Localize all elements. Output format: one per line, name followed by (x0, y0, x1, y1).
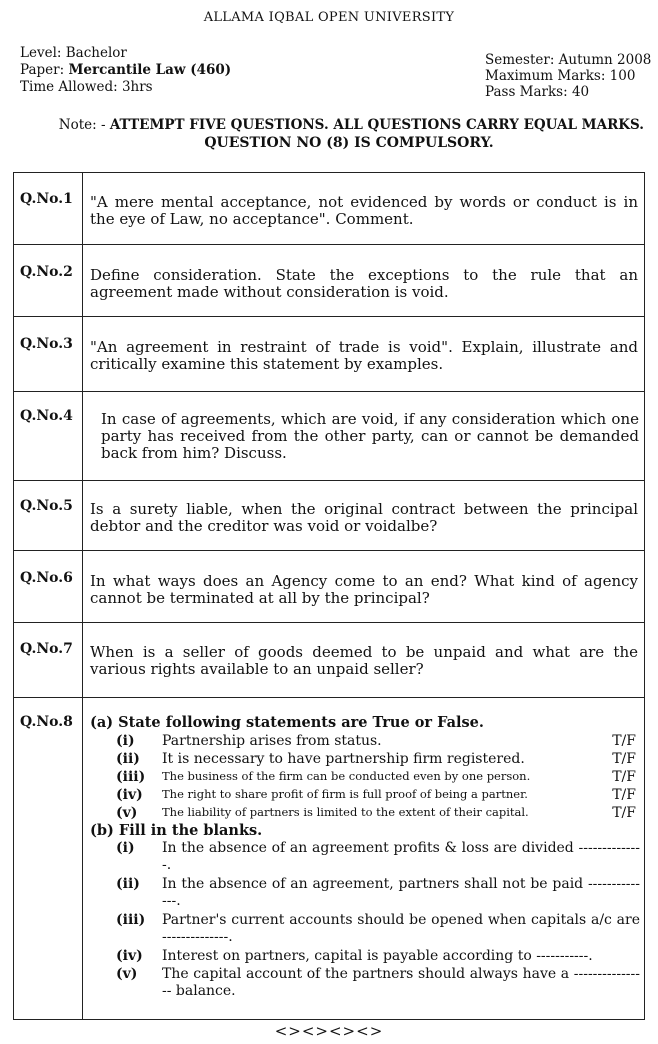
table-rule (13, 697, 645, 698)
paper-name: Mercantile Law (460) (68, 62, 232, 78)
table-border-right (644, 172, 645, 1019)
part-a-heading: (a) State following statements are True or False. (90, 714, 484, 731)
item-text: Interest on partners, capital is payable according to -----------. (162, 948, 593, 964)
note-instructions: ATTEMPT FIVE QUESTIONS. ALL QUESTIONS CARRY EQUAL MARKS. (109, 117, 644, 133)
item-number: (iii) (116, 912, 146, 928)
university-title: ALLAMA IQBAL OPEN UNIVERSITY (203, 10, 455, 25)
question-text: In what ways does an Agency come to an end? What kind of agency cannot be terminated at all by the principal? (90, 572, 638, 607)
table-rule (13, 480, 645, 481)
item-number: (ii) (116, 876, 140, 892)
item-number: (i) (116, 733, 135, 749)
item-text: The capital account of the partners should always have a ---------------- balance. (162, 966, 640, 999)
question-text: "A mere mental acceptance, not evidenced by words or conduct is in the eye of Law, no acceptance". Comment. (90, 193, 638, 228)
question-label: Q.No.2 (20, 264, 73, 280)
table-rule (13, 172, 645, 173)
item-text: The liability of partners is limited to the extent of their capital. (162, 805, 529, 819)
item-text: Partner's current accounts should be opened when capitals a/c are --------------. (162, 912, 640, 945)
table-border-left (13, 172, 14, 1019)
item-number: (v) (116, 966, 138, 982)
time-allowed: Time Allowed: 3hrs (20, 79, 153, 95)
semester: Semester: Autumn 2008 (485, 52, 652, 68)
item-text: Partnership arises from status. (162, 733, 382, 749)
table-rule (13, 550, 645, 551)
note-line-2: QUESTION NO (8) IS COMPULSORY. (204, 135, 494, 151)
question-label: Q.No.3 (20, 336, 73, 352)
question-label: Q.No.7 (20, 641, 73, 657)
item-number: (iv) (116, 787, 143, 803)
paper-prefix: Paper: (20, 62, 69, 78)
question-label: Q.No.6 (20, 570, 73, 586)
item-text: In the absence of an agreement profits & loss are divided --------------. (162, 840, 640, 873)
table-rule (13, 316, 645, 317)
table-rule (13, 244, 645, 245)
question-text: "An agreement in restraint of trade is void". Explain, illustrate and critically examine this statement by examples. (90, 338, 638, 373)
part-b-heading: (b) Fill in the blanks. (90, 822, 263, 839)
footer-ornament: <><><><> (274, 1022, 384, 1040)
table-rule (13, 622, 645, 623)
true-false-marker: T/F (612, 751, 636, 767)
question-label: Q.No.1 (20, 191, 73, 207)
pass-marks: Pass Marks: 40 (485, 84, 590, 100)
table-rule (13, 1019, 645, 1020)
true-false-marker: T/F (612, 733, 636, 749)
question-label: Q.No.5 (20, 498, 73, 514)
item-text: In the absence of an agreement, partners shall not be paid --------------. (162, 876, 640, 909)
max-marks: Maximum Marks: 100 (485, 68, 636, 84)
question-text: Is a surety liable, when the original contract between the principal debtor and the creditor was void or voidalbe? (90, 500, 638, 535)
level: Level: Bachelor (20, 45, 127, 61)
note-line-1 (0, 117, 658, 133)
item-number: (v) (116, 805, 138, 821)
item-number: (iii) (116, 769, 146, 785)
item-text: It is necessary to have partnership firm registered. (162, 751, 525, 767)
paper (20, 62, 231, 78)
item-text: The right to share profit of firm is full proof of being a partner. (162, 787, 528, 801)
question-text: Define consideration. State the exceptions to the rule that an agreement made without consideration is void. (90, 266, 638, 301)
question-text: When is a seller of goods deemed to be unpaid and what are the various rights available to an unpaid seller? (90, 643, 638, 678)
table-rule (13, 391, 645, 392)
question-text: In case of agreements, which are void, if any consideration which one party has received from the other party, can or cannot be demanded back from him? Discuss. (101, 410, 639, 462)
question-label: Q.No.4 (20, 408, 73, 424)
note-prefix: Note: - (58, 117, 110, 133)
table-column-divider (82, 172, 83, 1019)
item-text: The business of the firm can be conducted even by one person. (162, 769, 531, 783)
item-number: (i) (116, 840, 135, 856)
true-false-marker: T/F (612, 769, 636, 785)
question-label: Q.No.8 (20, 714, 73, 730)
true-false-marker: T/F (612, 787, 636, 803)
true-false-marker: T/F (612, 805, 636, 821)
item-number: (iv) (116, 948, 143, 964)
item-number: (ii) (116, 751, 140, 767)
